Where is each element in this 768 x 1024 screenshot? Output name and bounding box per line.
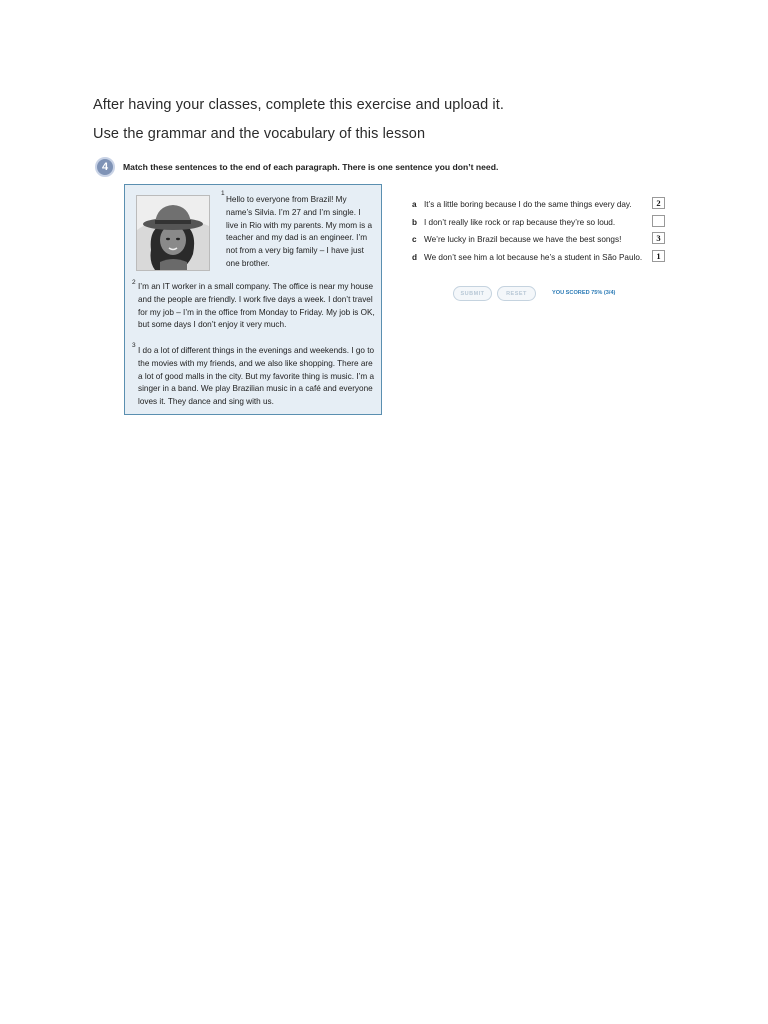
answer-input[interactable]: 1 xyxy=(652,250,665,262)
option-text: We’re lucky in Brazil because we have the best songs! xyxy=(424,235,622,245)
option-text: It’s a little boring because I do the same things every day. xyxy=(424,200,632,210)
option-letter: b xyxy=(412,217,418,227)
intro-line-2: Use the grammar and the vocabulary of this lesson xyxy=(93,126,426,142)
paragraph-1: Hello to everyone from Brazil! My name’s Silvia. I’m 27 and I’m single. I live in Rio with my parents. My mom is a teacher and my dad is an engineer. I’m not from a very big family – I have just one brother. xyxy=(226,195,373,268)
option-text: I don’t really like rock or rap because they’re so loud. xyxy=(424,217,616,227)
silvia-photo xyxy=(136,195,210,271)
paragraph-3: I do a lot of different things in the evenings and weekends. I go to the movies with my friends, and we also like shopping. There are a lot of good malls in the city. But my favorite thing is music. I’m a singer in a band. We play Brazilian music in a café and everyone loves it. They dance and sing with us. xyxy=(138,346,375,407)
woman-in-hat-photo-icon xyxy=(137,196,209,270)
option-letter: d xyxy=(412,252,418,262)
intro-line-1: After having your classes, complete this exercise and upload it. xyxy=(93,97,504,113)
option-row xyxy=(412,196,672,214)
reading-text-box xyxy=(124,184,382,415)
paragraph-number: 1 xyxy=(221,190,225,197)
exercise-number-badge: 4 xyxy=(95,157,115,177)
option-row xyxy=(412,214,672,232)
option-letter: a xyxy=(412,200,417,210)
exercise-header xyxy=(95,156,498,178)
submit-button[interactable]: SUBMIT xyxy=(453,286,492,301)
sentence-options-list xyxy=(412,196,672,266)
answer-input[interactable]: 3 xyxy=(652,232,665,244)
option-row xyxy=(412,231,672,249)
answer-input[interactable] xyxy=(652,215,665,227)
score-text: YOU SCORED 75% (3/4) xyxy=(552,290,616,296)
paragraph-2: I’m an IT worker in a small company. The office is near my house and the people are friendly. I work five days a week. I don’t travel for my job – I’m in the office from Monday to Friday. My job is OK, but some days I don’t enjoy it very much. xyxy=(138,282,375,330)
option-row xyxy=(412,249,672,267)
paragraph-number: 3 xyxy=(132,342,136,349)
reset-button[interactable]: RESET xyxy=(497,286,536,301)
answer-input[interactable]: 2 xyxy=(652,197,665,209)
paragraph-number: 2 xyxy=(132,279,136,286)
exercise-instruction: Match these sentences to the end of each paragraph. There is one sentence you don’t need. xyxy=(123,162,499,172)
option-text: We don’t see him a lot because he’s a student in São Paulo. xyxy=(424,252,643,262)
option-letter: c xyxy=(412,235,417,245)
